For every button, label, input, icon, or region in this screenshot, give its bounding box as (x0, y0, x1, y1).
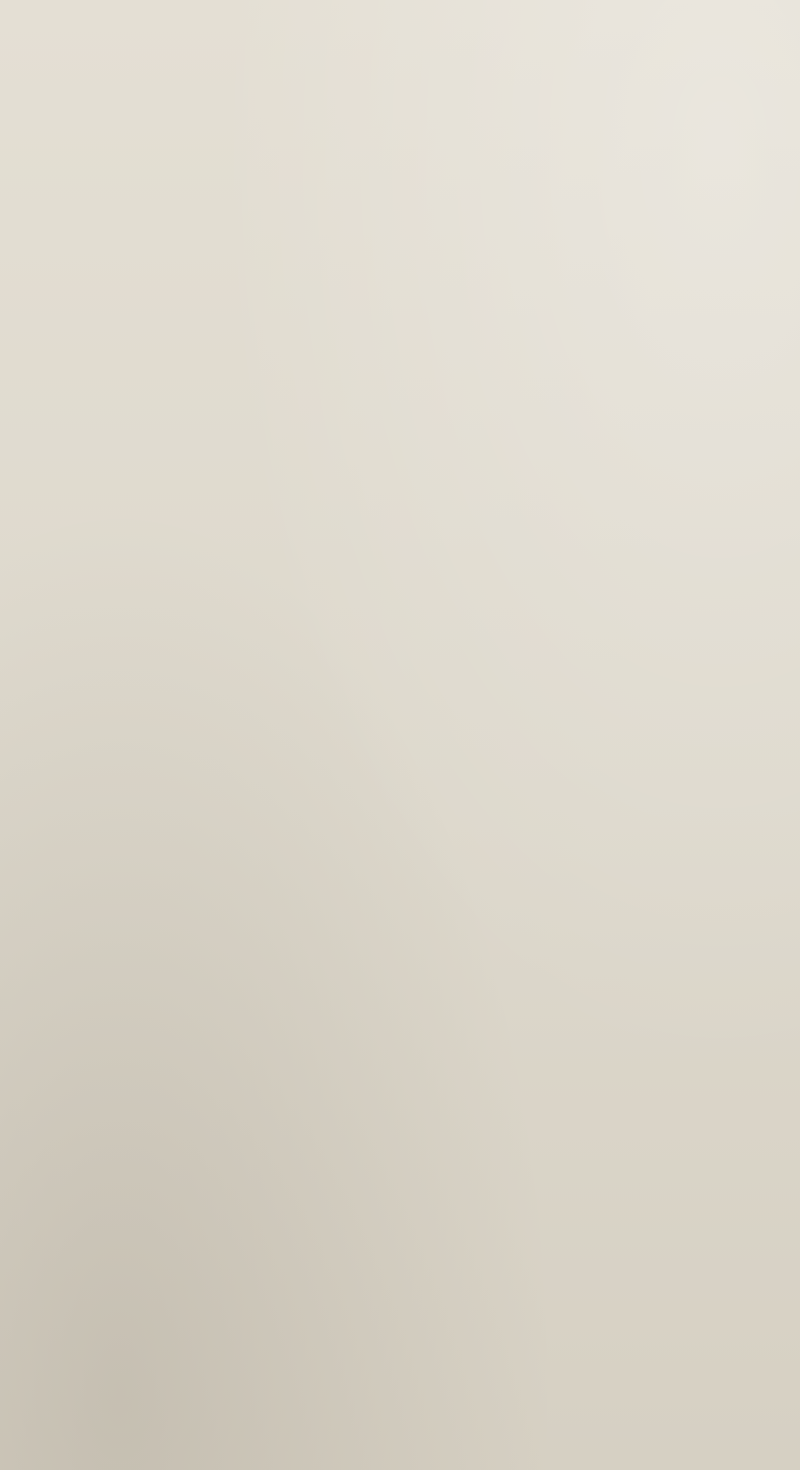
text-line (38, 271, 52, 304)
page-footer (0, 1368, 800, 1428)
text-line (38, 1234, 78, 1267)
page-header (0, 28, 800, 108)
